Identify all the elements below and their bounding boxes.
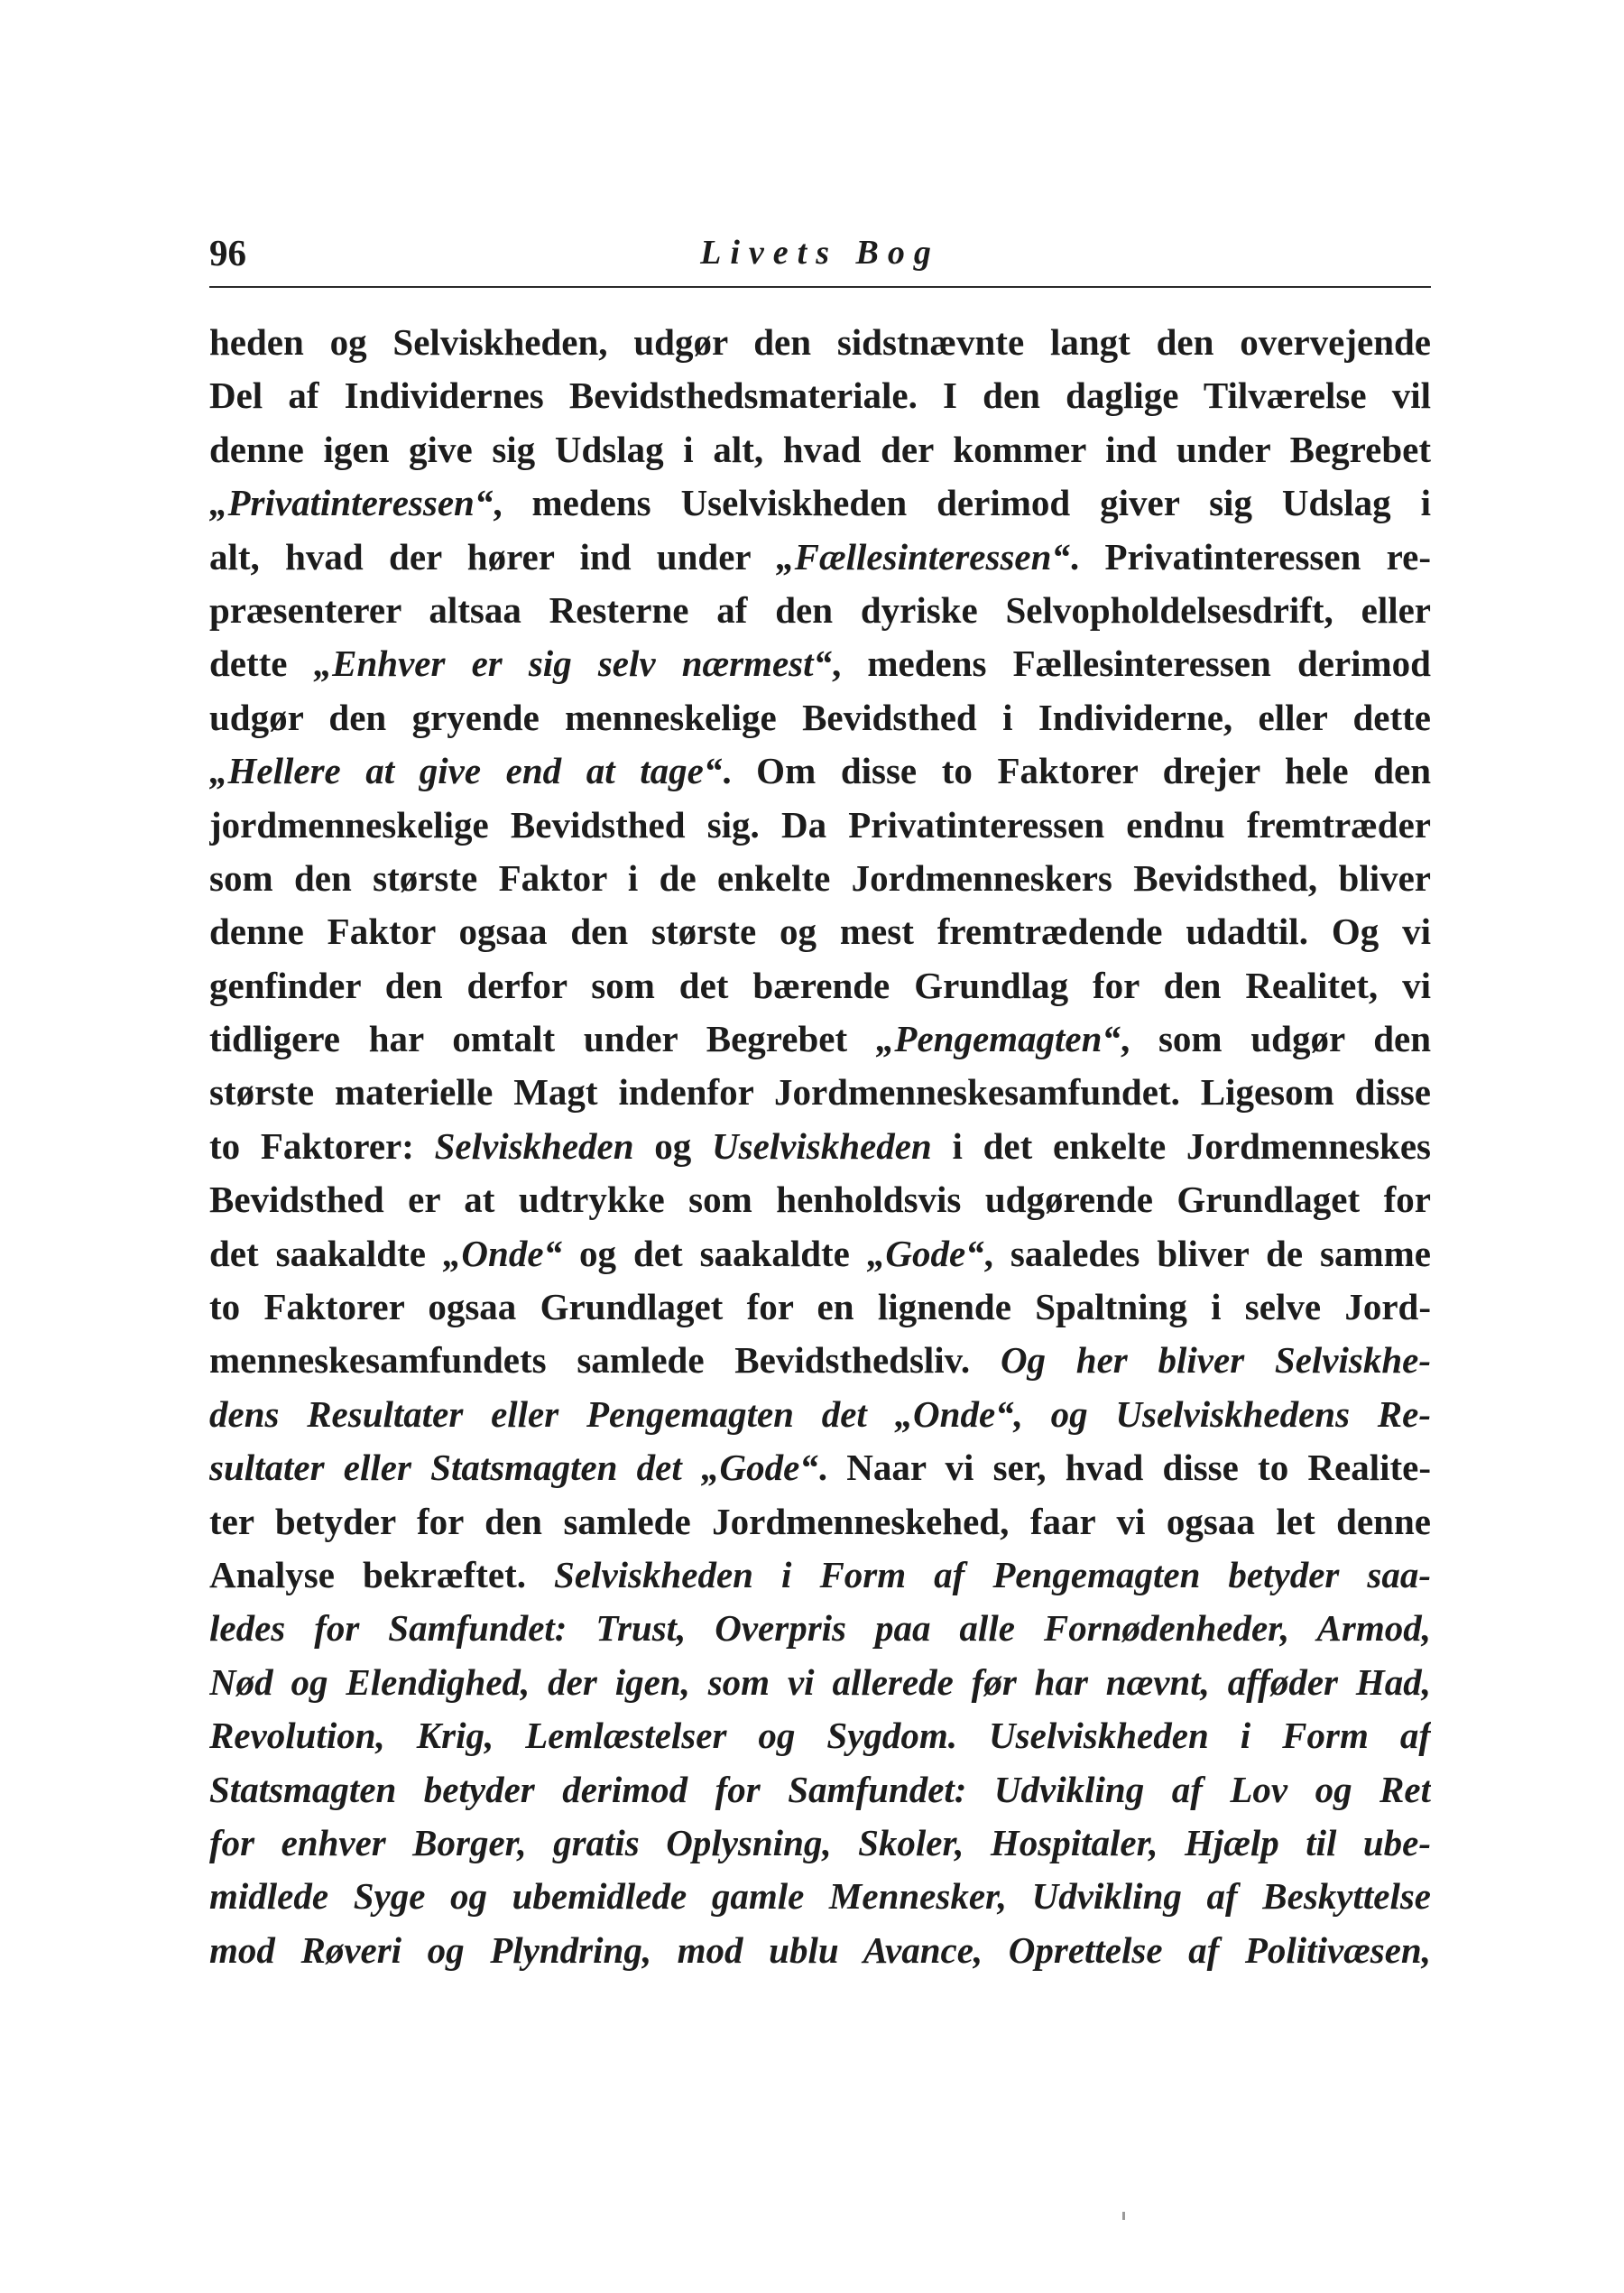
text-line: [209, 1281, 1431, 1334]
italic-text-run: for enhver Borger, gratis Oplysning, Skoler, Hospitaler, Hjælp til ube-: [209, 1821, 1431, 1863]
text-run: tidligere har omtalt under Begrebet: [209, 1018, 876, 1060]
text-run: som den største Faktor i de enkelte Jordmenneskers Bevidsthed, bliver: [209, 856, 1431, 899]
italic-text-run: „Privatinteressen“: [209, 482, 494, 524]
text-line: [209, 316, 1431, 369]
text-run: og det saakaldte: [562, 1232, 867, 1274]
text-run: det saakaldte: [209, 1232, 443, 1274]
text-line: [209, 1817, 1431, 1870]
italic-text-run: dens Resultater eller Pengemagten det „Onde“, og Uselviskhedens Re-: [209, 1392, 1431, 1435]
text-run: heden og Selviskheden, udgør den sidstnævnte langt den overvejende: [209, 321, 1431, 363]
text-line: [209, 959, 1431, 1012]
text-run: , medens Fællesinteressen derimod: [832, 643, 1431, 685]
italic-text-run: midlede Syge og ubemidlede gamle Mennesker, Udvikling af Beskyttelse: [209, 1875, 1431, 1918]
text-run: Del af Individernes Bevidsthedsmateriale. I den daglige Tilværelse vil: [209, 374, 1431, 417]
italic-text-run: Og her bliver Selviskhe-: [1000, 1339, 1431, 1382]
text-line: [209, 1709, 1431, 1762]
italic-text-run: ledes for Samfundet: Trust, Overpris paa alle Fornødenheder, Armod,: [209, 1607, 1431, 1650]
text-line: [209, 1334, 1431, 1387]
text-line: [209, 691, 1431, 744]
italic-text-run: Selviskheden i Form af Pengemagten betyder saa-: [554, 1553, 1431, 1595]
text-run: , medens Uselviskheden derimod giver sig Udslag i: [493, 482, 1431, 524]
text-line: [209, 1602, 1431, 1655]
italic-text-run: sultater eller Statsmagten det „Gode“: [209, 1447, 818, 1489]
text-run: og: [633, 1124, 713, 1167]
page-number: 96: [209, 232, 246, 273]
italic-text-run: „Pengemagten“: [875, 1018, 1121, 1060]
italic-text-run: Nød og Elendighed, der igen, som vi allerede før har nævnt, afføder Had,: [209, 1660, 1431, 1703]
text-run: genfinder den derfor som det bærende Grundlag for den Realitet, vi: [209, 964, 1431, 1006]
text-run: udgør den gryende menneskelige Bevidsthed i Individerne, eller dette: [209, 696, 1431, 738]
text-line: [209, 1870, 1431, 1923]
text-run: . Privatinteressen re-: [1069, 535, 1431, 578]
text-line: [209, 1173, 1431, 1226]
text-run: dette: [209, 643, 314, 685]
text-line: [209, 1441, 1431, 1494]
text-line: [209, 852, 1431, 905]
text-line: [209, 584, 1431, 637]
text-run: Analyse bekræftet.: [209, 1553, 555, 1595]
text-line: [209, 1495, 1431, 1549]
text-run: Bevidsthed er at udtrykke som henholdsvis udgørende Grundlaget for: [209, 1179, 1431, 1221]
text-line: [209, 637, 1431, 690]
text-run: største materielle Magt indenfor Jordmenneskesamfundet. Ligesom disse: [209, 1071, 1431, 1114]
text-line: [209, 1012, 1431, 1066]
text-line: [209, 1066, 1431, 1119]
text-line: [209, 476, 1431, 530]
italic-text-run: „Enhver er sig selv nærmest“: [313, 643, 832, 685]
italic-text-run: Selviskheden: [434, 1124, 634, 1167]
text-run: i det enkelte Jordmenneskes: [931, 1124, 1431, 1167]
print-speck: [1122, 2212, 1125, 2220]
text-run: to Faktorer:: [209, 1124, 435, 1167]
italic-text-run: „Fællesinteressen“: [776, 535, 1070, 578]
body-text: [209, 316, 1431, 1977]
text-line: [209, 1227, 1431, 1281]
text-run: denne Faktor ogsaa den største og mest fremtrædende udadtil. Og vi: [209, 911, 1431, 953]
text-line: [209, 1388, 1431, 1441]
text-run: . Naar vi ser, hvad disse to Realite-: [817, 1447, 1431, 1489]
book-title: Livets Bog: [700, 234, 940, 272]
text-run: denne igen give sig Udslag i alt, hvad der kommer ind under Begrebet: [209, 428, 1431, 470]
text-run: ter betyder for den samlede Jordmenneskehed, faar vi ogsaa let denne: [209, 1500, 1431, 1542]
italic-text-run: Revolution, Krig, Lemlæstelser og Sygdom. Uselviskheden i Form af: [209, 1715, 1431, 1757]
text-line: [209, 423, 1431, 476]
text-line: [209, 531, 1431, 584]
text-run: menneskesamfundets samlede Bevidsthedsliv.: [209, 1339, 1001, 1382]
italic-text-run: „Gode“: [866, 1232, 984, 1274]
running-head: [209, 230, 1431, 288]
italic-text-run: „Onde“: [442, 1232, 563, 1274]
text-line: [209, 1656, 1431, 1709]
text-line: [209, 369, 1431, 422]
text-line: [209, 799, 1431, 852]
italic-text-run: Uselviskheden: [712, 1124, 932, 1167]
text-line: [209, 1549, 1431, 1602]
text-run: to Faktorer ogsaa Grundlaget for en lignende Spaltning i selve Jord-: [209, 1286, 1431, 1328]
text-line: [209, 1763, 1431, 1817]
text-run: , som udgør den: [1120, 1018, 1431, 1060]
text-line: [209, 1924, 1431, 1977]
text-line: [209, 1120, 1431, 1173]
italic-text-run: mod Røveri og Plyndring, mod ublu Avance, Oprettelse af Politivæsen,: [209, 1928, 1431, 1971]
italic-text-run: „Hellere at give end at tage“: [209, 750, 723, 792]
text-run: jordmenneskelige Bevidsthed sig. Da Privatinteressen endnu fremtræder: [209, 803, 1431, 846]
text-line: [209, 905, 1431, 958]
text-run: alt, hvad der hører ind under: [209, 535, 777, 578]
text-line: [209, 744, 1431, 798]
text-run: præsenterer altsaa Resterne af den dyriske Selvopholdelsesdrift, eller: [209, 588, 1431, 631]
text-run: . Om disse to Faktorer drejer hele den: [722, 750, 1431, 792]
italic-text-run: Statsmagten betyder derimod for Samfundet: Udvikling af Lov og Ret: [209, 1768, 1431, 1810]
text-run: , saaledes bliver de samme: [983, 1232, 1431, 1274]
